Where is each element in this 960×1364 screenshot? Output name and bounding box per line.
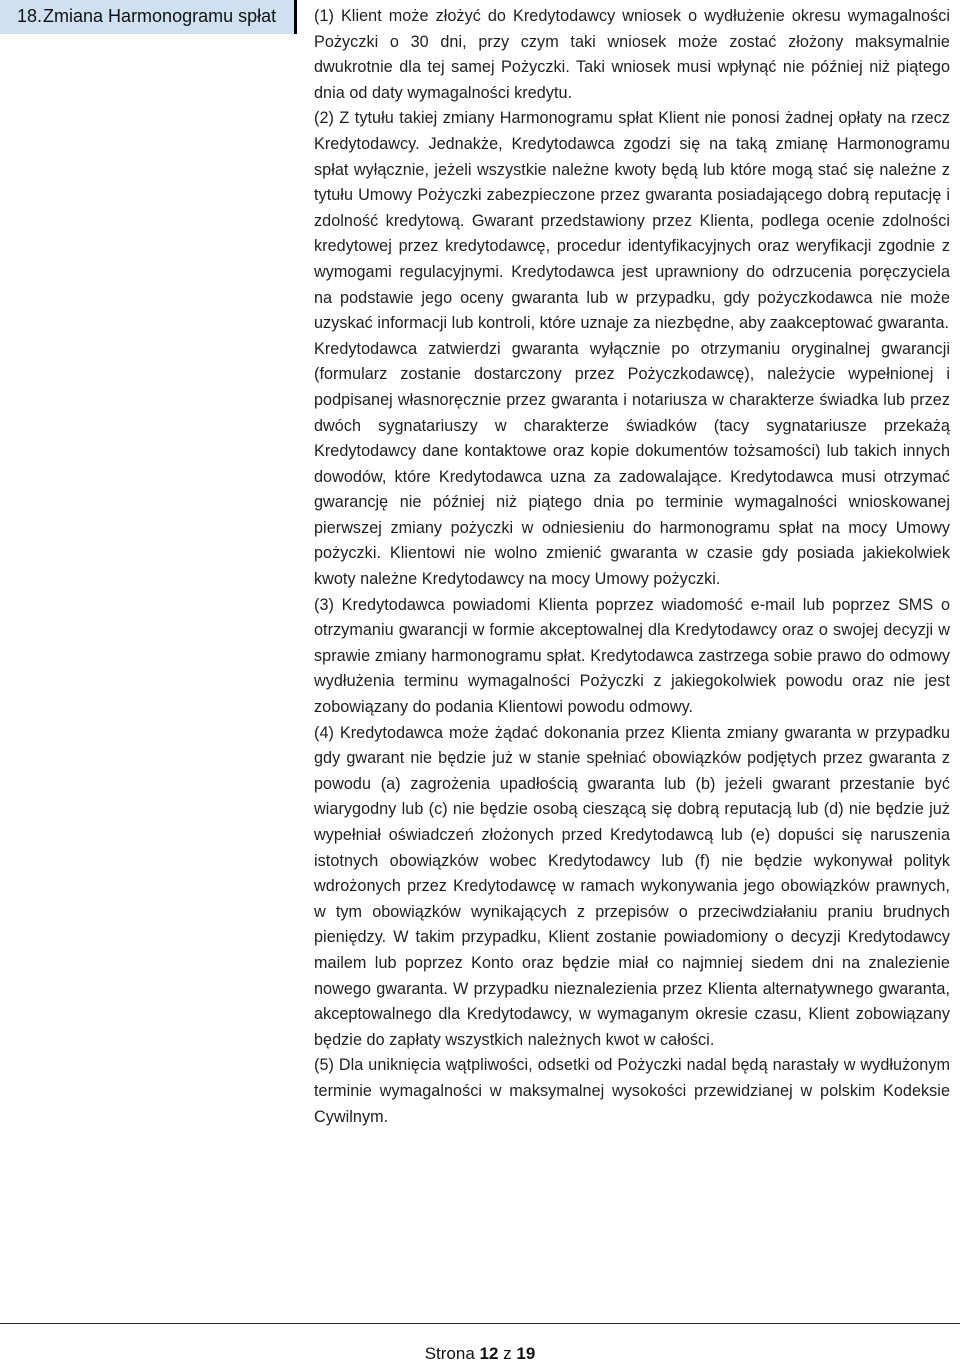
page-total: 19 <box>516 1344 536 1363</box>
table-divider <box>294 0 297 34</box>
section-title <box>0 0 294 34</box>
paragraph-1: (1) Klient może złożyć do Kredytodawcy wniosek o wydłużenie okresu wymagalności Pożyczki o 30 dni, przy czym taki wniosek może zostać złożony maksymalnie dwukrotnie dla tej samej Pożyczki. Taki wniosek musi wpłynąć nie później niż piątego dnia od daty wymagalności kredytu. <box>314 7 950 102</box>
section-number: 18. <box>17 6 43 26</box>
footer-divider <box>0 1323 960 1324</box>
paragraph-2: (2) Z tytułu takiej zmiany Harmonogramu spłat Klient nie ponosi żadnej opłaty na rzecz Kredytodawcy. Jednakże, Kredytodawca zgodzi się na taką zmianę Harmonogramu spłat wyłącznie, jeżeli wszystkie należne kwoty będą lub które mogą stać się należne z tytułu Umowy Pożyczki zabezpieczone przez gwaranta posiadającego dobrą reputację i zdolność kredytową. Gwarant przedstawiony przez Klienta, podlega ocenie zdolności kredytowej przez kredytodawcę, procedur identyfikacyjnych oraz weryfikacji zgodnie z wymogami regulacyjnymi. Kredytodawca jest uprawniony do odrzucenia poręczyciela na podstawie jego oceny gwaranta lub w przypadku, gdy pożyczkodawca nie może uzyskać informacji lub kontroli, które uznaje za niezbędne, aby zaakceptować gwaranta. <box>314 109 950 333</box>
section-title-text: Zmiana Harmonogramu spłat <box>43 6 277 26</box>
page-number <box>0 1344 960 1364</box>
paragraph-6: (5) Dla uniknięcia wątpliwości, odsetki od Pożyczki nadal będą narastały w wydłużonym terminie wymagalności w maksymalnej wysokości przewidzianej w polskim Kodeksie Cywilnym. <box>314 1056 950 1126</box>
paragraph-3: Kredytodawca zatwierdzi gwaranta wyłącznie po otrzymaniu oryginalnej gwarancji (formularz zostanie dostarczony przez Pożyczkodawcę), należycie wypełnionej i podpisanej własnoręcznie przez gwaranta i notariusza w charakterze świadka lub przez dwóch sygnatariuszy w charakterze świadków (tacy sygnatariusze przekażą Kredytodawcy dane kontaktowe oraz kopie dokumentów tożsamości) lub takich innych dowodów, które Kredytodawca uzna za zadowalające. Kredytodawca musi otrzymać gwarancję nie później niż piątego dnia po terminie wymagalności wnioskowanej pierwszej zmiany pożyczki w odniesieniu do harmonogramu spłat na mocy Umowy pożyczki. Klientowi nie wolno zmienić gwaranta w czasie gdy posiada jakiekolwiek kwoty należne Kredytodawcy na mocy Umowy pożyczki. <box>314 339 950 589</box>
paragraph-5: (4) Kredytodawca może żądać dokonania przez Klienta zmiany gwaranta w przypadku gdy gwarant nie będzie już w stanie spełniać obowiązków podjętych przez gwaranta z powodu (a) zagrożenia upadłością gwaranta lub (b) jeżeli gwarant przestanie być wiarygodny lub (c) nie będzie osobą cieszącą się dobrą reputacją lub (d) nie będzie już wypełniał oświadczeń złożonych przed Kredytodawcą lub (e) dopuści się naruszenia istotnych obowiązków wobec Kredytodawcy lub (f) nie będzie wykonywał polityk wdrożonych przez Kredytodawcę w ramach wykonywania jego obowiązków prawnych, w tym obowiązków wynikających z przepisów o przeciwdziałaniu praniu brudnych pieniędzy. W takim przypadku, Klient zostanie powiadomiony o decyzji Kredytodawcy mailem lub poprzez Konto oraz będzie miał co najmniej siedem dni na znalezienie nowego gwaranta. W przypadku nieznalezienia przez Klienta alternatywnego gwaranta, akceptowalnego dla Kredytodawcy, w wymaganym okresie czasu, Klient zobowiązany będzie do zapłaty wszystkich należnych kwot w całości. <box>314 723 950 1049</box>
section-body <box>314 4 950 1130</box>
page-middle: z <box>498 1344 517 1363</box>
paragraph-4: (3) Kredytodawca powiadomi Klienta poprzez wiadomość e-mail lub poprzez SMS o otrzymaniu gwarancji w formie akceptowalnej dla Kredytodawcy oraz o swojej decyzji w sprawie zmiany harmonogramu spłat. Kredytodawca zastrzega sobie prawo do odmowy wydłużenia terminu wymagalności Pożyczki z jakiegokolwiek powodu oraz nie jest zobowiązany do podania Klientowi powodu odmowy. <box>314 595 950 717</box>
page-current: 12 <box>479 1344 499 1363</box>
page-prefix: Strona <box>424 1344 480 1363</box>
